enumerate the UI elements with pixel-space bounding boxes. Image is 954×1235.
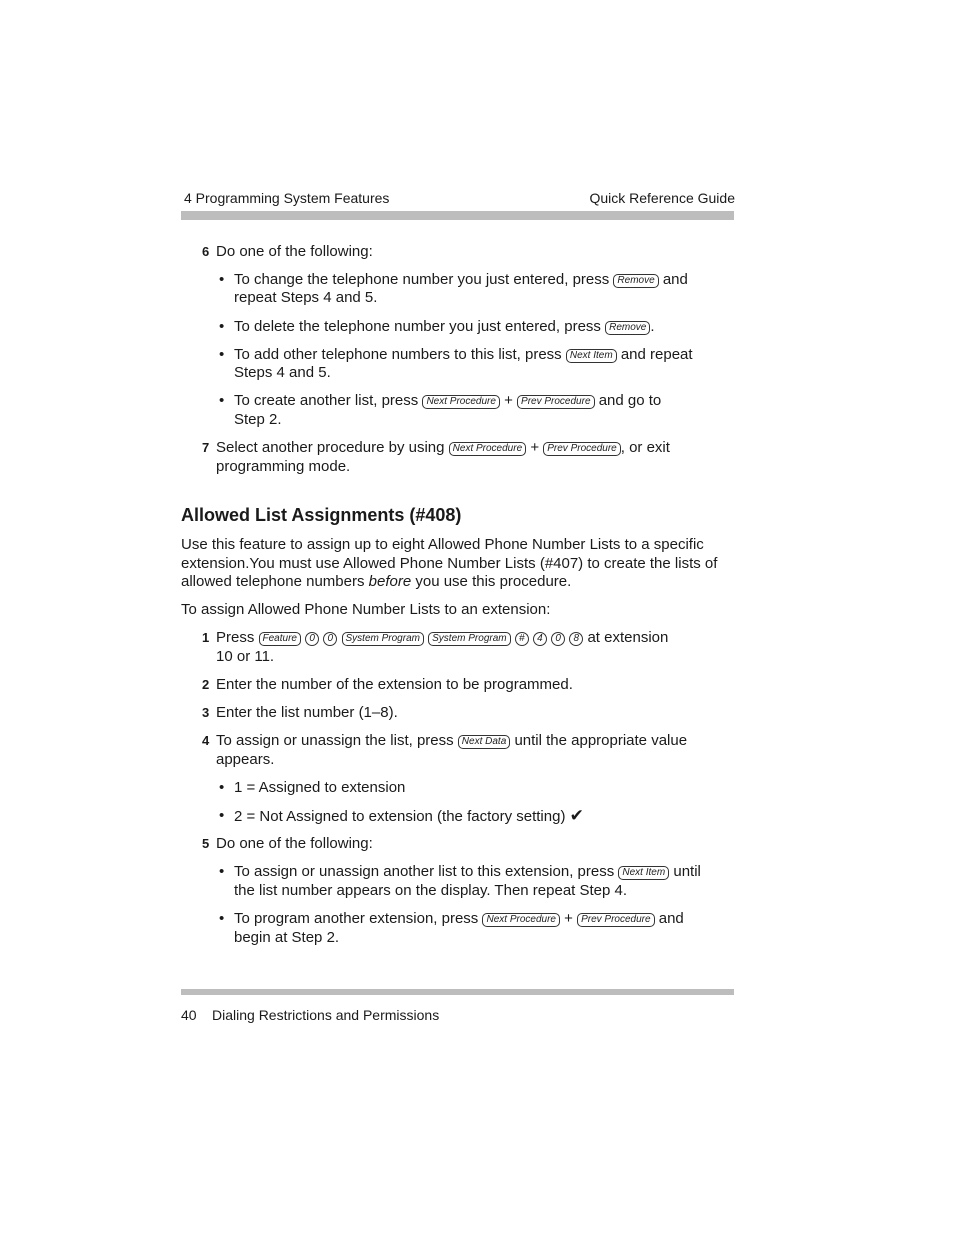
paragraph-line: To assign Allowed Phone Number Lists to an extension: bbox=[181, 601, 551, 618]
next-procedure-key-icon: Next Procedure bbox=[482, 913, 559, 927]
step-number: 6 bbox=[202, 244, 210, 259]
header-rule bbox=[181, 211, 734, 220]
next-item-key-icon: Next Item bbox=[618, 866, 669, 880]
bullet-text-line bbox=[234, 346, 693, 364]
prev-procedure-key-icon: Prev Procedure bbox=[577, 913, 654, 927]
bullet: • bbox=[219, 779, 225, 796]
bullet-text-line: Steps 4 and 5. bbox=[234, 364, 331, 381]
bullet-text-line: Step 2. bbox=[234, 411, 282, 428]
text: To delete the telephone number you just entered, press bbox=[234, 318, 601, 335]
digit-key-icon: 0 bbox=[323, 632, 337, 646]
text: To create another list, press bbox=[234, 392, 419, 409]
text: , or exit bbox=[620, 439, 670, 456]
bullet: • bbox=[219, 318, 225, 335]
step-number: 7 bbox=[202, 440, 210, 455]
step-number: 1 bbox=[202, 630, 210, 645]
step-text: Do one of the following: bbox=[216, 835, 373, 852]
section-heading: Allowed List Assignments (#408) bbox=[181, 505, 462, 525]
text: + bbox=[564, 910, 573, 927]
bullet-text-line: repeat Steps 4 and 5. bbox=[234, 289, 378, 306]
page-number: 40 bbox=[181, 1007, 197, 1023]
text: To add other telephone numbers to this list, press bbox=[234, 346, 562, 363]
step-number: 3 bbox=[202, 705, 210, 720]
step-text-line bbox=[216, 439, 670, 457]
paragraph-line bbox=[181, 573, 571, 591]
step-text-line bbox=[216, 629, 668, 647]
bullet-text-line: the list number appears on the display. Then repeat Step 4. bbox=[234, 882, 628, 899]
text: To assign or unassign another list to this extension, press bbox=[234, 863, 615, 880]
step-text: Do one of the following: bbox=[216, 243, 373, 260]
text: + bbox=[504, 392, 513, 409]
text: To assign or unassign the list, press bbox=[216, 732, 454, 749]
paragraph-line: Use this feature to assign up to eight Allowed Phone Number Lists to a specific bbox=[181, 536, 704, 553]
digit-key-icon: 0 bbox=[305, 632, 319, 646]
system-program-key-icon: System Program bbox=[342, 632, 424, 646]
paragraph-line: extension.You must use Allowed Phone Number Lists (#407) to create the lists of bbox=[181, 555, 718, 572]
text: To change the telephone number you just entered, press bbox=[234, 271, 610, 288]
bullet-text-line bbox=[234, 392, 661, 410]
running-header-left: 4 Programming System Features bbox=[184, 190, 390, 206]
bullet-text-line bbox=[234, 318, 655, 336]
bullet: • bbox=[219, 807, 225, 824]
step-text: Enter the number of the extension to be programmed. bbox=[216, 676, 573, 693]
remove-key-icon: Remove bbox=[613, 274, 658, 288]
next-procedure-key-icon: Next Procedure bbox=[449, 442, 526, 456]
text: . bbox=[650, 318, 655, 335]
next-data-key-icon: Next Data bbox=[458, 735, 510, 749]
footer-section-title: Dialing Restrictions and Permissions bbox=[212, 1007, 440, 1023]
text: until bbox=[673, 863, 701, 880]
bullet: • bbox=[219, 910, 225, 927]
system-program-key-icon: System Program bbox=[428, 632, 510, 646]
text: and go to bbox=[598, 392, 662, 409]
next-item-key-icon: Next Item bbox=[566, 349, 617, 363]
text: + bbox=[530, 439, 540, 456]
feature-key-icon: Feature bbox=[259, 632, 301, 646]
bullet: • bbox=[219, 271, 225, 288]
text: Press bbox=[216, 629, 255, 646]
bullet: • bbox=[219, 392, 225, 409]
emphasis-text: before bbox=[368, 573, 412, 590]
bullet-text-line bbox=[234, 910, 684, 928]
digit-key-icon: 8 bbox=[569, 632, 583, 646]
prev-procedure-key-icon: Prev Procedure bbox=[543, 442, 620, 456]
text: at extension bbox=[587, 629, 669, 646]
step-text-line: appears. bbox=[216, 751, 275, 768]
step-text-line: programming mode. bbox=[216, 458, 351, 475]
bullet-text-line: begin at Step 2. bbox=[234, 929, 340, 946]
hash-key-icon: # bbox=[515, 632, 529, 646]
bullet-text-line bbox=[234, 863, 701, 881]
step-number: 5 bbox=[202, 836, 210, 851]
digit-key-icon: 4 bbox=[533, 632, 547, 646]
step-text-line bbox=[216, 732, 687, 750]
digit-key-icon: 0 bbox=[551, 632, 565, 646]
text: and repeat bbox=[620, 346, 693, 363]
remove-key-icon: Remove bbox=[605, 321, 650, 335]
text: Select another procedure by using bbox=[216, 439, 445, 456]
step-text-line: 10 or 11. bbox=[216, 648, 275, 665]
text: and bbox=[658, 910, 684, 927]
text: 2 = Not Assigned to extension (the factory setting) bbox=[234, 808, 566, 825]
text: until the appropriate value bbox=[514, 732, 688, 749]
step-number: 2 bbox=[202, 677, 210, 692]
bullet: • bbox=[219, 863, 225, 880]
text: you use this procedure. bbox=[415, 573, 572, 590]
bullet-text-line bbox=[234, 271, 688, 289]
prev-procedure-key-icon: Prev Procedure bbox=[517, 395, 594, 409]
text: and bbox=[662, 271, 688, 288]
text: allowed telephone numbers bbox=[181, 573, 365, 590]
bullet-text: 1 = Assigned to extension bbox=[234, 779, 406, 796]
step-text: Enter the list number (1–8). bbox=[216, 704, 398, 721]
running-header-right: Quick Reference Guide bbox=[589, 190, 735, 206]
footer-rule bbox=[181, 989, 734, 995]
bullet: • bbox=[219, 346, 225, 363]
text: To program another extension, press bbox=[234, 910, 479, 927]
checkmark-icon: ✔ bbox=[569, 806, 584, 825]
step-number: 4 bbox=[202, 733, 210, 748]
bullet-text-line bbox=[234, 807, 584, 826]
next-procedure-key-icon: Next Procedure bbox=[422, 395, 499, 409]
